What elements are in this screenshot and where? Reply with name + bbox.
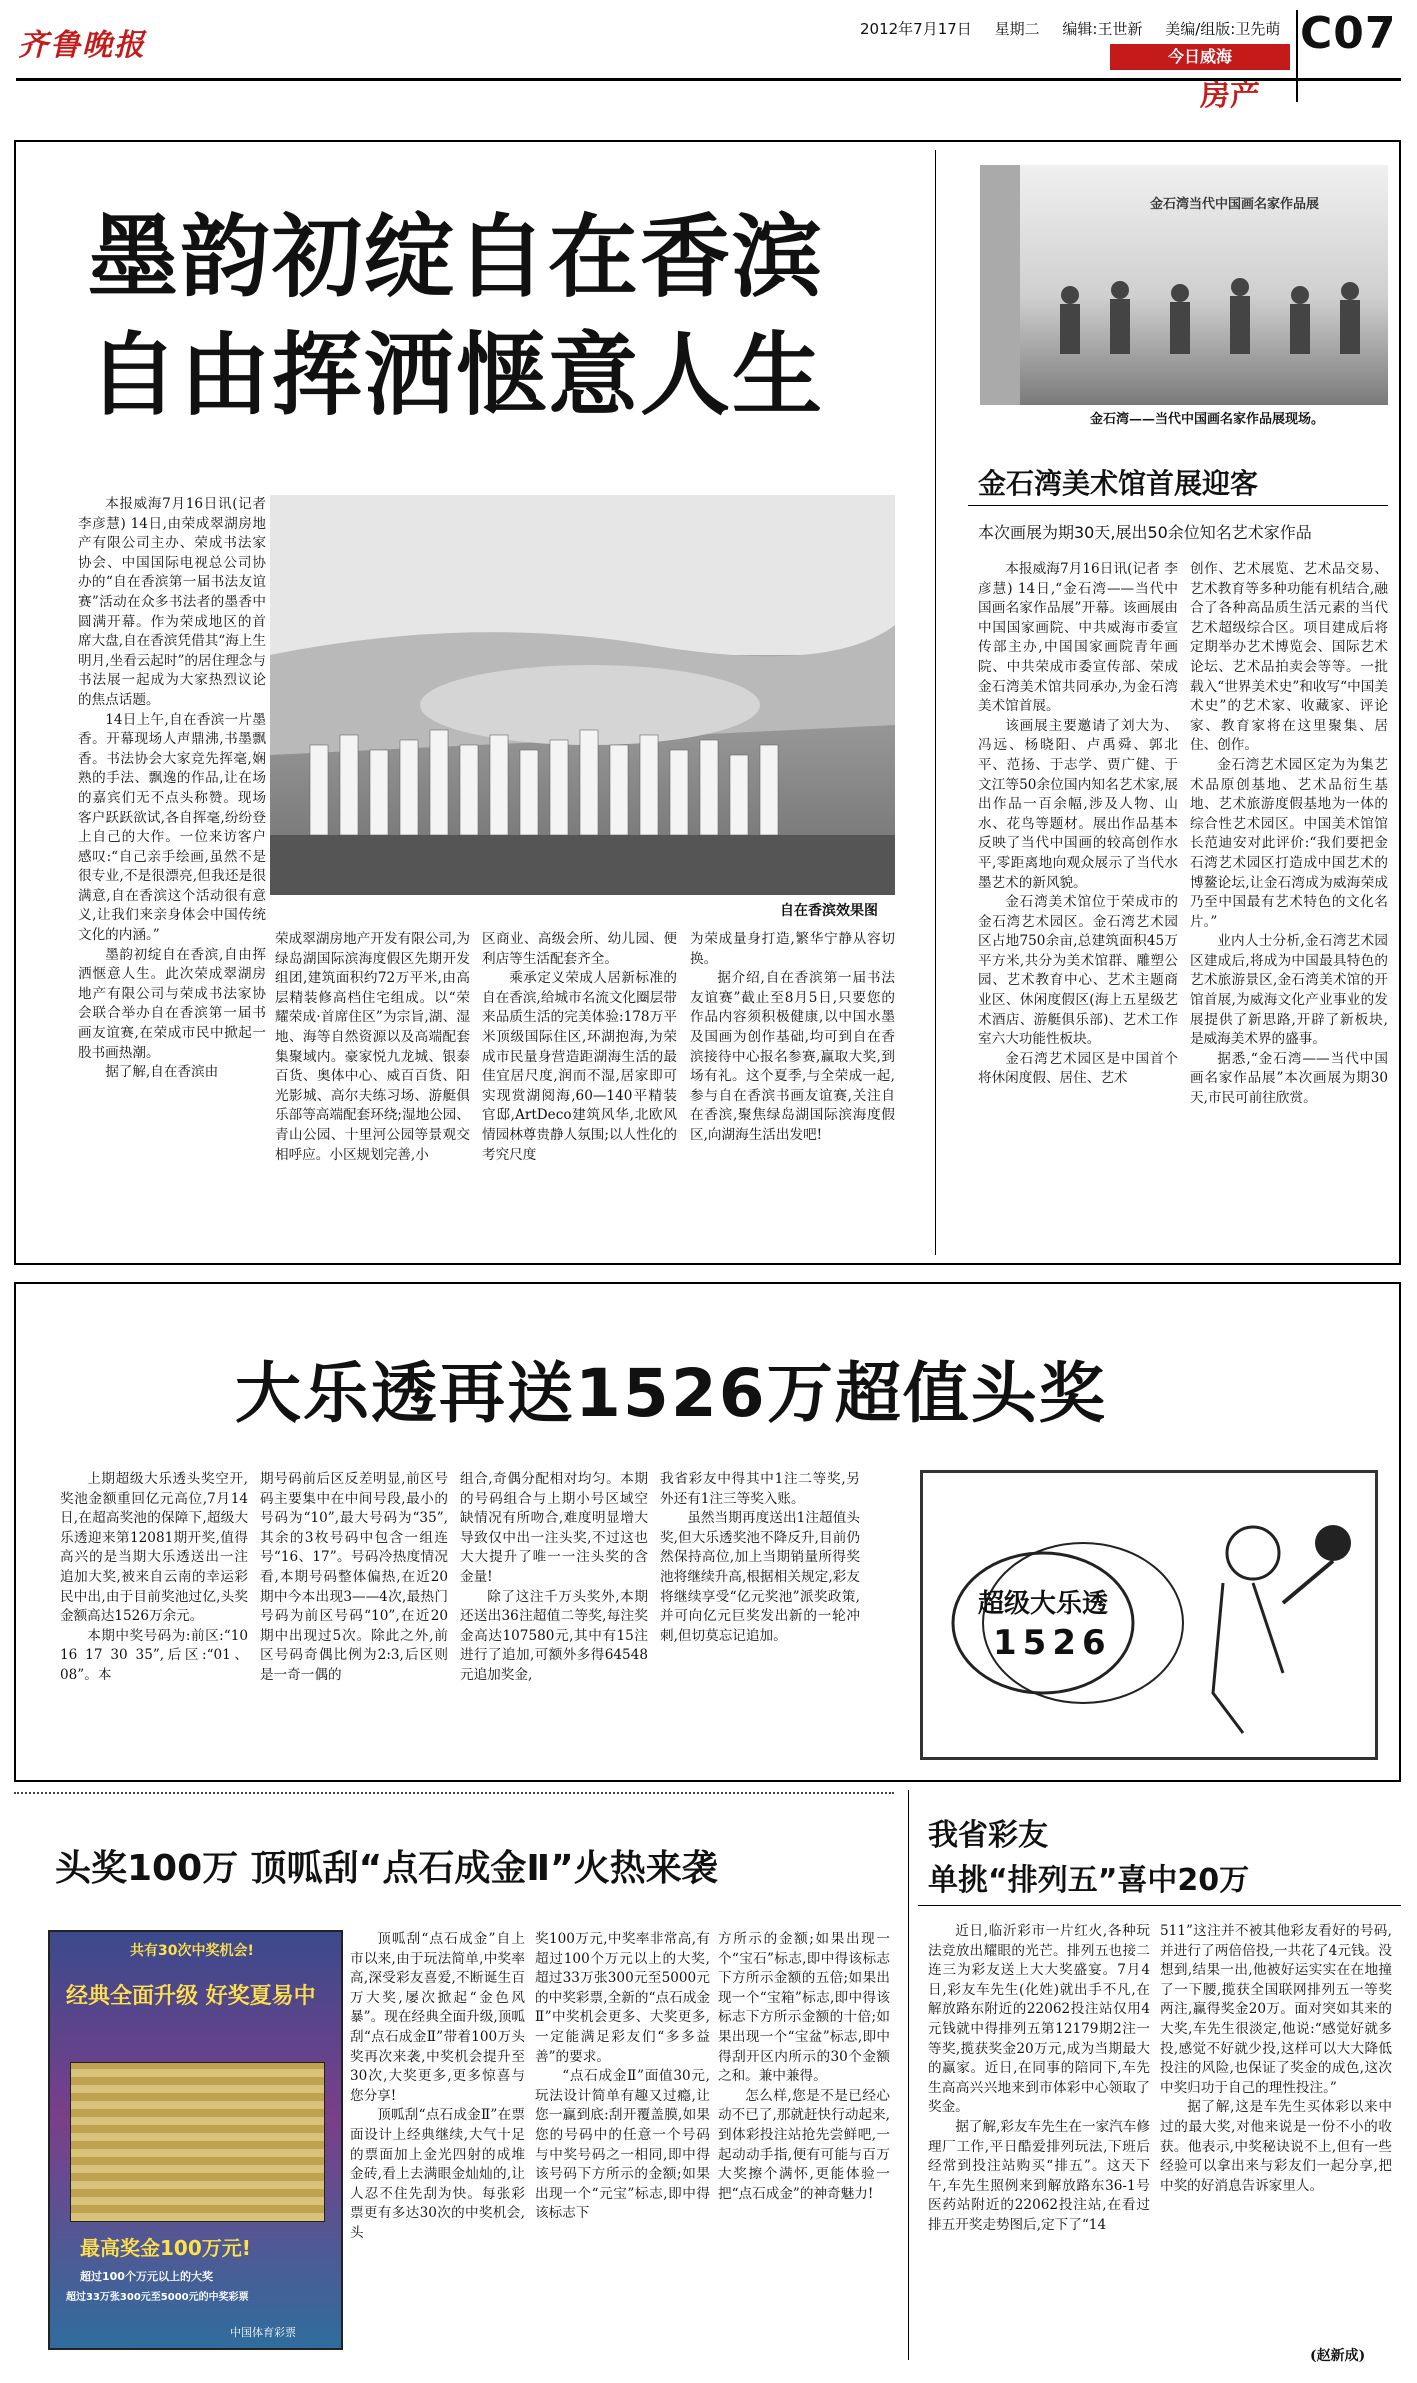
section-name: 房产 [1200, 78, 1260, 113]
story5-para-3: 511”这注并不被其他彩友看好的号码,并进行了两倍倍投,一共花了4元钱。没想到,结果一出,他被好运实实在在地撞了一下腰,揽获全国联网排列五一等奖两注,赢得奖金20万。面对突如其来的大奖,车先生很淡定,他说:“感觉好就多投,感觉不好就少投,这样可以大大降低投注的风险,也保证了奖金的成色,这次中奖归功于自己的理性投注。” [1160, 1923, 1392, 2096]
story2-para-6: 金石湾艺术园区定为为集艺术品原创基地、艺术品衍生基地、艺术旅游度假基地为一体的综合性艺术园区。中国美术馆馆长范迪安对此评价:“我们要把金石湾艺术园区打造成中国艺术的博鳌论坛,让金石湾成为威海荣成乃至中国最有艺术特色的文化名片。” [1190, 756, 1388, 930]
story4-para-2: 顶呱刮“点石成金Ⅱ”在票面设计上经典继续,大气十足的票面加上金光四射的成堆金砖,看上去满眼金灿灿的,让人忍不住先刮为快。每张彩票更有多达30次的中奖机会,头 [350, 2107, 525, 2241]
story4-column-2 [535, 1930, 710, 2350]
story2-para-1: 本报威海7月16日讯(记者 李彦慧) 14日,“金石湾——当代中国画名家作品展”开幕。该画展由中国国家画院、中共威海市委宣传部主办,中国国家画院青年画院、中共荣成市委宣传部、荣成金石湾美术馆共同承办,为金石湾美术馆首展。 [978, 561, 1178, 715]
story1-para-5: 荣成翠湖房地产开发有限公司,为绿岛湖国际滨海度假区先期开发组团,建筑面积约72万平米,由高层精装修高档住宅组成。以“荣耀荣成·首席住区”为宗旨,湖、湿地、海等自然资源以及高端配套集聚域内。豪家悦九龙城、银泰百货、奥体中心、威百百货、阳光影城、高尔夫练习场、游艇俱乐部等高端配套环绕;湿地公园、青山公园、十里河公园等景观交相呼应。小区规划完善,小 [275, 931, 470, 1163]
story1-para-7: 乘承定义荣成人居新标准的自在香滨,给城市名流文化圈层带来品质生活的完美体验:178万平米顶级国际住区,环湖抱海,为荣成市民量身营造距湖海生活的最佳宜居尺度,润而不湿,居家即可实现赏湖阅海,60—140平精装官邸,ArtDeco建筑风华,北欧风情园林尊贵静人氛围;以人性化的考究尺度 [482, 970, 677, 1163]
designer-credit: 美编/组版:卫先萌 [1165, 20, 1281, 38]
coastal-development-render [270, 495, 895, 895]
story3-para-5: 除了这注千万头奖外,本期还送出36注超值二等奖,每注奖金高达107580元,其中有15注进行了追加,可额外多得64548元追加奖金, [460, 1588, 648, 1683]
story4-para-3: 奖100万元,中奖率非常高,有超过100个万元以上的大奖,超过33万张300元至5000元的中奖彩票,全新的“点石成金Ⅱ”中奖机会更多、大奖更多,一定能满足彩友们“多多益善”的要求。 [535, 1931, 710, 2065]
story1-para-2: 14日上午,自在香滨一片墨香。开幕现场人声鼎沸,书墨飘香。书法协会大家竞先挥毫,娴熟的手法、飘逸的作品,让在场的嘉宾们无不点头称赞。现场客户跃跃欲试,各自挥毫,纷纷登上自己的大作。一位来访客户感叹:“自己亲手绘画,虽然不是很专业,不是很漂亮,但我还是很满意,自在香滨这个活动很有意义,让我们来亲身体会中国传统文化的内涵。” [78, 711, 266, 944]
cartoon-label-number: 1526 [993, 1623, 1112, 1663]
story2-title-rule [968, 505, 1388, 506]
story4-top-rule [14, 1792, 894, 1794]
story1-para-4: 据了解,自在香滨由 [105, 1064, 219, 1081]
ticket-line-1: 超过100个万元以上的大奖 [80, 2270, 213, 2283]
story3-para-6: 我省彩友中得其中1注二等奖,另外还有1注三等奖入账。 [660, 1471, 860, 1507]
story4-ticket-image [48, 1930, 343, 2350]
story1-column-4 [690, 930, 895, 1250]
issue-info [860, 18, 1298, 39]
ticket-top-text: 共有30次中奖机会! [130, 1943, 254, 1959]
exhibition-crowd [980, 165, 1388, 405]
story2-photo-caption: 金石湾——当代中国画名家作品展现场。 [1090, 412, 1325, 427]
story5-column-2 [1160, 1922, 1392, 2342]
story5-byline: (赵新成) [1310, 2348, 1366, 2364]
story2-divider [935, 150, 936, 1255]
story2-para-7: 业内人士分析,金石湾艺术园区建成后,将成为中国最具特色的艺术旅游景区,金石湾美术馆的开馆首展,为威海文化产业事业的发展提供了新思路,开辟了新板块,是威海美术界的盛事。 [1190, 933, 1388, 1048]
story1-para-6: 区商业、高级会所、幼儿园、便利店等生活配套齐全。 [482, 931, 677, 967]
story5-para-4: 据了解,这是车先生买体彩以来中过的最大奖,对他来说是一份不小的收获。他表示,中奖秘诀说不上,但有一些经验可以拿出来与彩友们一起分享,把中奖的好消息告诉家里人。 [1160, 2099, 1392, 2194]
issue-date: 2012年7月17日 [860, 20, 972, 38]
story1-column-2 [275, 930, 470, 1250]
story5-headline-rule [918, 1905, 1401, 1906]
story1-headline-line1: 墨韵初绽自在香滨 [88, 205, 824, 310]
newspaper-logo: 齐鲁晚报 [18, 28, 146, 63]
story5-headline-line2: 单挑“排列五”喜中20万 [928, 1863, 1250, 1898]
story5-divider [908, 1790, 909, 2360]
story3-para-7: 虽然当期再度送出1注超值头奖,但大乐透奖池不降反升,目前仍然保持高位,加上当期销量所得奖池将继续升高,根据相关规定,彩友将继续享受“亿元奖池”派奖政策,并可向亿元巨奖发出新的一轮冲刺,但切莫忘记追加。 [660, 1510, 860, 1644]
story3-column-3 [460, 1470, 648, 1770]
story1-photo [270, 495, 895, 895]
story3-headline: 大乐透再送1526万超值头奖 [235, 1355, 1107, 1432]
story5-headline-line1: 我省彩友 [928, 1818, 1048, 1853]
story3-column-4 [660, 1470, 860, 1770]
story3-para-4: 组合,奇偶分配相对均匀。本期的号码组合与上期小号区域空缺情况有所吻合,难度明显增大导致仅中出一注头奖,不过这也大大提升了唯一一注头奖的含金量! [460, 1471, 648, 1585]
story1-photo-caption: 自在香滨效果图 [780, 903, 878, 919]
story4-headline: 头奖100万 顶呱刮“点石成金Ⅱ”火热来袭 [55, 1848, 718, 1889]
editor-credit: 编辑:王世新 [1062, 20, 1143, 38]
story2-column-1 [978, 560, 1178, 1250]
story1-para-3: 墨韵初绽自在香滨,自由挥洒惬意人生。此次荣成翠湖房地产有限公司与荣成书法家协会联合举办自在香滨第一届书画友谊赛,在荣成市民中掀起一股书画热潮。 [78, 946, 266, 1061]
story1-column-1 [78, 495, 266, 1250]
story4-para-6: 怎么样,您是不是已经心动不已了,那就赶快行动起来,到体彩投注站抢先尝鲜吧,一起动动手指,便有可能与百万大奖擦个满怀,更能体验一把“点石成金”的神奇魅力! [718, 2087, 890, 2202]
issue-weekday: 星期二 [994, 20, 1040, 38]
page-divider [1296, 10, 1298, 102]
story5-column-1 [928, 1922, 1150, 2362]
story1-para-1: 本报威海7月16日讯(记者 李彦慧) 14日,由荣成翠湖房地产有限公司主办、荣成书法家协会、中国国际电视总公司协办的“自在香滨第一届书法友谊赛”活动在众多书法者的墨香中圆满开幕。作为荣成地区的首席大盘,自在香滨凭借其“海上生明月,坐看云起时”的居住理念与书法展一起成为大家热烈议论的焦点话题。 [78, 496, 266, 708]
section-tag: 今日威海 [1110, 44, 1290, 70]
story5-para-2: 据了解,彩友车先生在一家汽车修理厂工作,平日酷爱排列玩法,下班后经常到投注站购买“排五”。这天下午,车先生照例来到解放路东36-1号医药站附近的22062投注站,在看过排五开奖走势图后,定下了“14 [928, 2118, 1150, 2233]
ticket-scratch-area [70, 2062, 325, 2222]
ticket-line-2: 超过33万张300元至5000元的中奖彩票 [66, 2292, 249, 2303]
story3-cartoon [920, 1470, 1378, 1760]
story4-para-1: 顶呱刮“点石成金”自上市以来,由于玩法简单,中奖率高,深受彩友喜爱,不断诞生百万大奖,屡次掀起“金色风暴”。现在经典全面升级,顶呱刮“点石成金Ⅱ”带着100万头奖再次来袭,中奖机会提升至30次,大奖更多,更多惊喜与您分享! [350, 1931, 525, 2104]
story4-column-3 [718, 1930, 890, 2350]
exhibition-sign: 金石湾当代中国画名家作品展 [1150, 197, 1320, 212]
ticket-prize-text: 最高奖金100万元! [80, 2236, 251, 2260]
masthead-rule [16, 78, 1401, 81]
story1-para-8: 为荣成量身打造,繁华宁静从容切换。 [690, 931, 895, 967]
story3-para-3: 期号码前后区反差明显,前区号码主要集中在中间号段,最小的号码为“10”,最大号码为“35”,其余的3枚号码中包含一组连号“16、17”。号码冷热度情况看,本期号码整体偏热,在近20期中今本出现3——4次,最热门号码为前区号码“10”,在近20期中出现过5次。除此之外,前区号码奇偶比例为2:3,后区则是一奇一偶的 [260, 1471, 448, 1683]
page-number: C07 [1300, 8, 1397, 59]
story2-para-3: 金石湾美术馆位于荣成市的金石湾艺术园区。金石湾艺术园区占地750余亩,总建筑面积45万平方米,共分为美术馆群、雕塑公园、艺术教育中心、艺术主题商业区、休闲度假区(海上五星级艺术酒店、游艇俱乐部)、艺术工作室六大功能性板块。 [978, 894, 1178, 1048]
cartoon-label-name: 超级大乐透 [978, 1589, 1109, 1619]
story4-para-4: “点石成金Ⅱ”面值30元,玩法设计简单有趣又过瘾,让您一赢到底:刮开覆盖膜,如果您的号码中的任意一个号码与中奖号码之一相同,即中得该号码下方所示的金额;如果出现一个“元宝”标志,即中得该标志下 [535, 2068, 710, 2222]
story1-para-9: 据介绍,自在香滨第一届书法友谊赛”截止至8月5日,只要您的作品内容须积极健康,以中国水墨及国画为创作基础,均可到自在香滨接待中心报名参赛,赢取大奖,到场有礼。这个夏季,与全荣成一起,参与自在香滨书画友谊赛,关注自在香滨,聚焦绿岛湖国际滨海度假区,向湖海生活出发吧! [690, 970, 895, 1143]
story2-para-5: 创作、艺术展览、艺术品交易、艺术教育等多种功能有机结合,融合了各种高品质生活元素的当代艺术超级综合区。项目建成后将定期举办艺术博览会、国际艺术论坛、艺术品拍卖会等等。一批载入“世界美术史”和收写“中国美术史”的艺术家、收藏家、评论家、教育家将在这里聚集、居住、创作。 [1190, 561, 1388, 754]
story3-column-2 [260, 1470, 448, 1770]
ticket-logo: 中国体育彩票 [230, 2326, 296, 2339]
story2-subtitle: 本次画展为期30天,展出50余位知名艺术家作品 [978, 523, 1312, 542]
story2-column-2 [1190, 560, 1388, 1250]
story4-para-5: 方所示的金额;如果出现一个“宝石”标志,即中得该标志下方所示金额的五倍;如果出现一个“宝箱”标志,即中得该标志下方所示金额的十倍;如果出现一个“宝盆”标志,即中得刮开区内所示的30个金额之和。兼中兼得。 [718, 1931, 890, 2085]
ticket-mid-text: 经典全面升级 好奖夏易中 [66, 1984, 316, 2009]
story2-para-2: 该画展主要邀请了刘大为、冯远、杨晓阳、卢禹舜、郭北平、范扬、于志学、贾广健、于文江等50余位国内知名艺术家,展出作品一百余幅,涉及人物、山水、花鸟等题材。展出作品基本反映了当代中国画的较高创作水平,零距离地向观众展示了当代水墨艺术的新风貌。 [978, 717, 1178, 891]
story1-headline-line2: 自由挥洒惬意人生 [88, 323, 824, 428]
story3-para-2: 本期中奖号码为:前区:“10 16 17 30 35”,后区:“01、08”。本 [60, 1627, 248, 1683]
story1-column-3 [482, 930, 677, 1250]
story2-title: 金石湾美术馆首展迎客 [978, 467, 1259, 500]
story3-para-1: 上期超级大乐透头奖空开,奖池金额重回亿元高位,7月14日,在超高奖池的保障下,超级大乐透迎来第12081期开奖,值得高兴的是当期大乐透送出一注追加大奖,被来自云南的幸运彩民中出,由于目前奖池过亿,头奖金额高达1526万余元。 [60, 1471, 248, 1625]
story4-column-1 [350, 1930, 525, 2350]
story2-para-4: 金石湾艺术园区是中国首个将休闲度假、居住、艺术 [978, 1050, 1178, 1087]
story2-para-8: 据悉,“金石湾——当代中国画名家作品展”本次画展为期30天,市民可前往欣赏。 [1190, 1050, 1388, 1107]
story3-column-1 [60, 1470, 248, 1770]
story5-para-1: 近日,临沂彩市一片红火,各种玩法竞放出耀眼的光芒。排列五也接二连三为彩友送上大大奖盛宴。7月4日,彩友车先生(化姓)就出手不凡,在解放路东附近的22062投注站仅用4元钱就中得排列五第12179期2注一等奖,揽获奖金20万元,成为当期最大的赢家。近日,在同事的陪同下,车先生高高兴兴地来到市体彩中心领取了奖金。 [928, 1923, 1150, 2116]
story2-photo [980, 165, 1388, 405]
